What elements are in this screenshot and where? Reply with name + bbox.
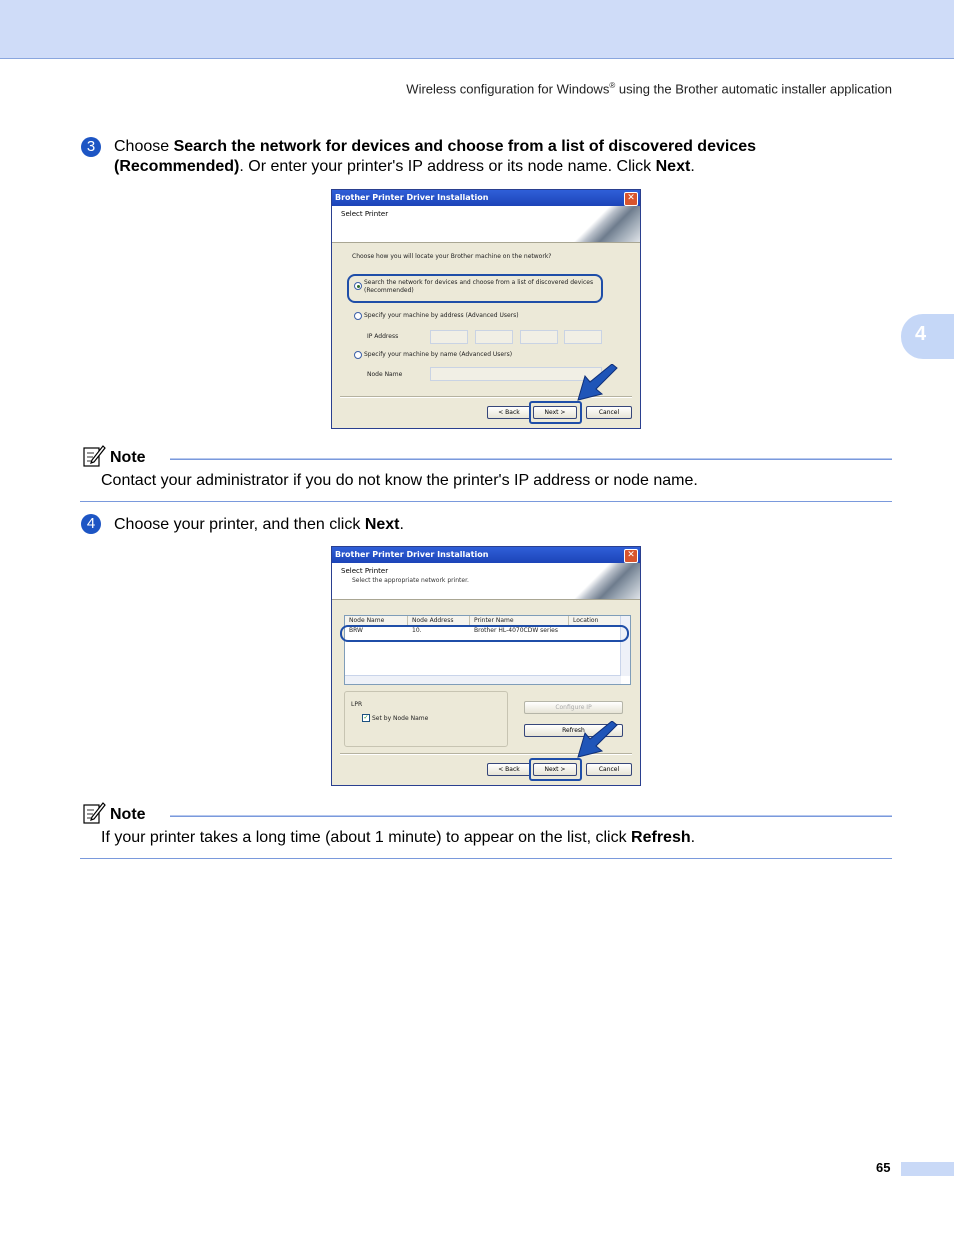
radio-specify-name[interactable] (354, 351, 362, 359)
note-1-rule (170, 458, 892, 460)
note-1-header (82, 444, 892, 470)
page-number-bar (901, 1162, 954, 1176)
close-icon[interactable]: ✕ (624, 192, 638, 206)
cancel-button[interactable]: Cancel (586, 406, 632, 419)
ip-address-label: IP Address (367, 333, 399, 340)
pointer-arrow-icon (576, 364, 620, 402)
option-search-network-label: Search the network for devices and choose from a list of discovered devices (364, 279, 594, 286)
note-2-text: If your printer takes a long time (about 1 minute) to appear on the list, click Refresh. (101, 829, 696, 846)
close-icon[interactable]: ✕ (624, 549, 638, 563)
step-4-instructions: Choose your printer, and then click Next. (114, 516, 404, 533)
dialog-header-title: Select Printer (341, 567, 389, 575)
next-button[interactable]: Next > (533, 406, 577, 419)
option-search-network-label-2: (Recommended) (364, 287, 414, 294)
ip-octet-4-input[interactable] (564, 330, 602, 344)
radio-search-network[interactable] (354, 282, 362, 290)
brother-wizard-art-icon (574, 206, 640, 242)
ip-octet-2-input[interactable] (475, 330, 513, 344)
horizontal-scrollbar[interactable] (345, 675, 621, 684)
dialog-header (332, 206, 640, 243)
row-printer-name[interactable]: Brother HL-4070CDW series (474, 627, 558, 634)
step-4-badge: 4 (81, 514, 101, 534)
column-header-node-address[interactable]: Node Address (408, 616, 470, 625)
note-2-header (82, 801, 892, 827)
dialog-title-bar: Brother Printer Driver Installation ✕ (332, 547, 640, 563)
step-3-badge: 3 (81, 137, 101, 157)
row-node-name[interactable]: BRW (349, 627, 363, 634)
highlight-printer-row (340, 625, 629, 642)
ip-octet-1-input[interactable] (430, 330, 468, 344)
option-specify-address-label: Specify your machine by address (Advanced Users) (364, 312, 519, 319)
radio-specify-address[interactable] (354, 312, 362, 320)
next-button[interactable]: Next > (533, 763, 577, 776)
column-header-node-name[interactable]: Node Name (345, 616, 408, 625)
column-header-location[interactable]: Location (569, 616, 621, 625)
note-1-bottom-rule (80, 501, 892, 502)
note-pencil-icon (82, 444, 106, 468)
note-1-label: Note (110, 449, 146, 466)
note-pencil-icon (82, 801, 106, 825)
back-button[interactable]: < Back (487, 406, 531, 419)
column-header-printer-name[interactable]: Printer Name (470, 616, 569, 625)
back-button[interactable]: < Back (487, 763, 531, 776)
running-header: Wireless configuration for Windows® using the Brother automatic installer application (406, 81, 892, 97)
note-2-rule (170, 815, 892, 817)
option-specify-name-label: Specify your machine by name (Advanced Users) (364, 351, 513, 358)
select-printer-dialog-list (331, 546, 641, 786)
set-by-node-name-checkbox[interactable]: ✓ (363, 714, 369, 721)
page-number: 65 (876, 1160, 891, 1175)
note-2-label: Note (110, 806, 146, 823)
chapter-number: 4 (915, 323, 927, 345)
refresh-button[interactable]: Refresh (524, 724, 623, 737)
dialog-title-bar: Brother Printer Driver Installation ✕ (332, 190, 640, 206)
dialog-header (332, 563, 640, 600)
dialog-header-title: Select Printer (341, 210, 389, 218)
row-node-address[interactable]: 10. (412, 627, 422, 634)
cancel-button[interactable]: Cancel (586, 763, 632, 776)
node-name-label: Node Name (367, 371, 403, 378)
note-2-bottom-rule (80, 858, 892, 859)
step-3-instructions: Choose Search the network for devices and choose from a list of discovered devices (Recommended). Or enter your printer's IP address or its node name. Click Next. (114, 138, 757, 175)
dialog-header-subtitle: Select the appropriate network printer. (352, 577, 469, 584)
locate-question: Choose how you will locate your Brother machine on the network? (352, 253, 552, 260)
pointer-arrow-icon (576, 721, 620, 759)
chapter-tab (901, 314, 954, 359)
lpr-label: LPR (351, 701, 363, 708)
note-1-text: Contact your administrator if you do not know the printer's IP address or node name. (101, 472, 698, 489)
set-by-node-name-label: Set by Node Name (372, 715, 429, 722)
ip-octet-3-input[interactable] (520, 330, 558, 344)
configure-ip-button[interactable]: Configure IP (524, 701, 623, 714)
top-header-band (0, 0, 954, 59)
select-printer-dialog-method (331, 189, 641, 429)
brother-wizard-art-icon (574, 563, 640, 599)
